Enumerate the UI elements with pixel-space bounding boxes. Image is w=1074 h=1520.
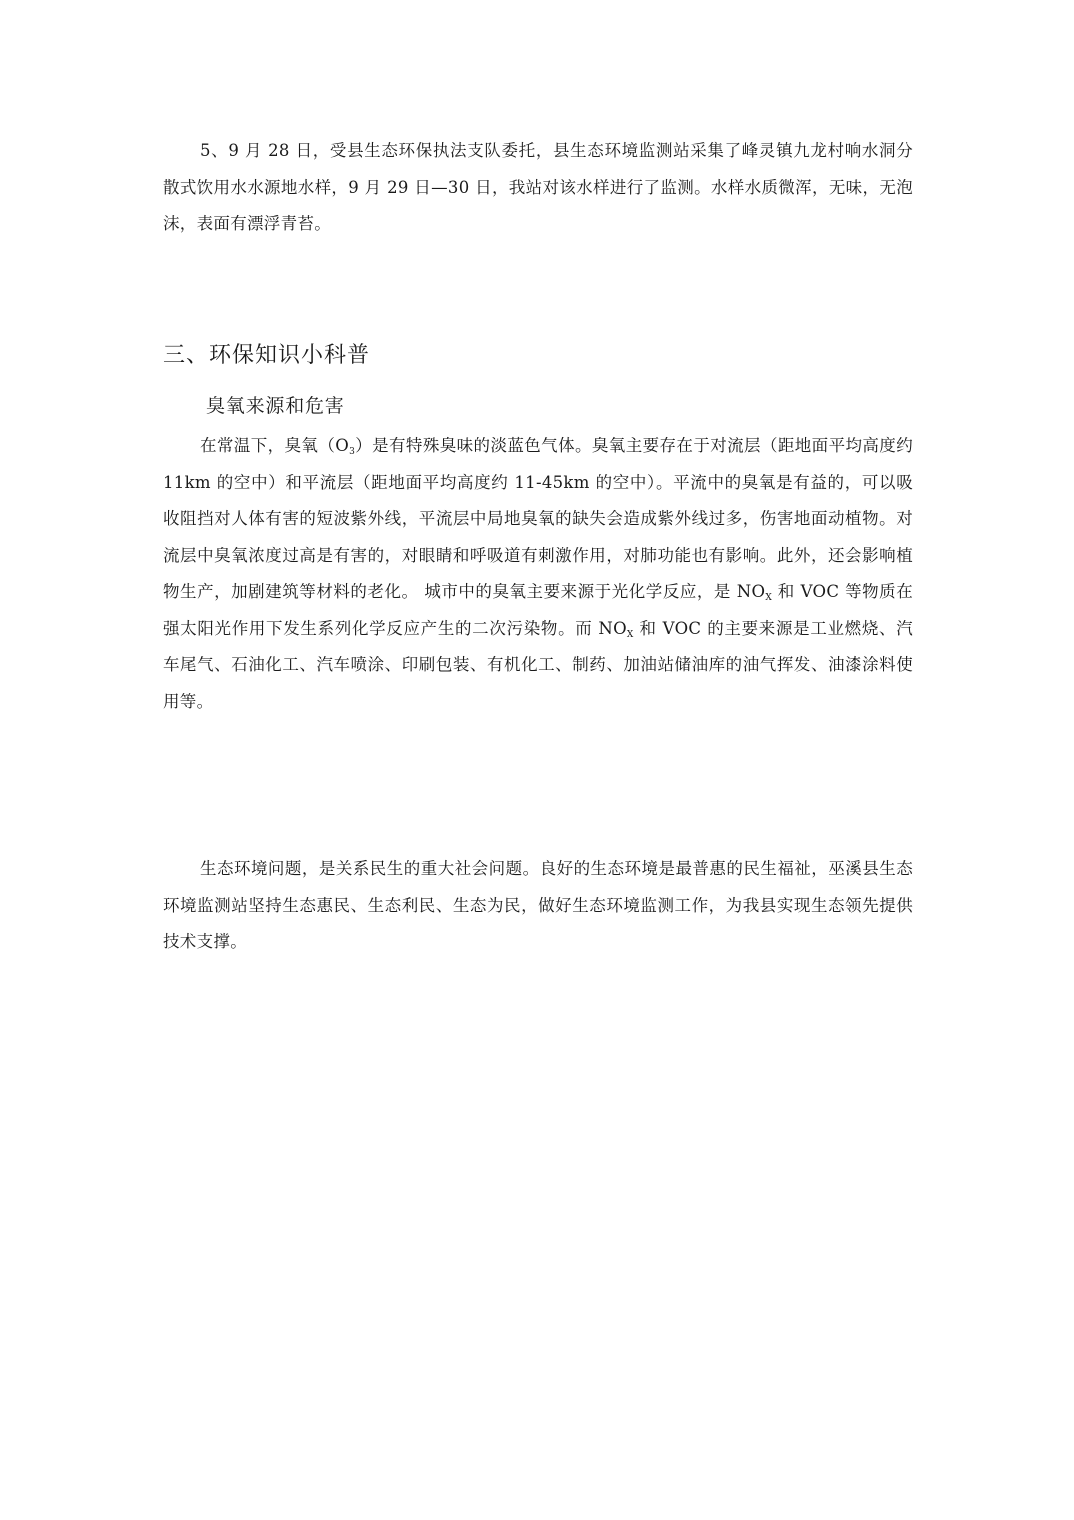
ozone-paragraph bbox=[163, 428, 913, 720]
nox-subscript-1: X bbox=[765, 593, 773, 603]
ozone-text-3: 和 VOC 等物质在强太阳光作用下发生系列化学反应产生的二次污染物。而 NO bbox=[163, 582, 913, 638]
ozone-subheading: 臭氧来源和危害 bbox=[206, 395, 345, 417]
ozone-text-4: 和 VOC 的主要来源是工业燃烧、汽车尾气、石油化工、汽车喷涂、印刷包装、有机化工、制药、加油站储油库的油气挥发、油漆涂料使用等。 bbox=[163, 618, 914, 711]
closing-paragraph: 生态环境问题，是关系民生的重大社会问题。良好的生态环境是最普惠的民生福祉，巫溪县生态环境监测站坚持生态惠民、生态利民、生态为民，做好生态环境监测工作，为我县实现生态领先提供技术支撑。 bbox=[163, 859, 913, 951]
monitoring-item-5-paragraph: 5、9 月 28 日，受县生态环保执法支队委托，县生态环境监测站采集了峰灵镇九龙村响水洞分散式饮用水水源地水样，9 月 29 日—30 日，我站对该水样进行了监测。水样水质微浑，无味，无泡沫，表面有漂浮青苔。 bbox=[163, 141, 913, 233]
ozone-text-1: 在常温下，臭氧（O bbox=[200, 436, 350, 455]
ozone-subscript-3: 3 bbox=[349, 447, 356, 457]
nox-subscript-2: X bbox=[626, 629, 634, 640]
section-3-heading: 三、环保知识小科普 bbox=[163, 343, 371, 368]
ozone-text-2: ）是有特殊臭味的淡蓝色气体。臭氧主要存在于对流层（距地面平均高度约 11km 的空中）和平流层（距地面平均高度约 11-45km 的空中）。平流中的臭氧是有益的，可以吸收阻挡对人体有害的短波紫外线，平流层中局地臭氧的缺失会造成紫外线过多，伤害地面动植物。对流层中臭氧浓度过高是有害的，对眼睛和呼吸道有刺激作用，对肺功能也有影响。此外，还会影响植物生产，加剧建筑等材料的老化。 城市中的臭氧主要来源于光化学反应，是 NO bbox=[163, 436, 913, 601]
